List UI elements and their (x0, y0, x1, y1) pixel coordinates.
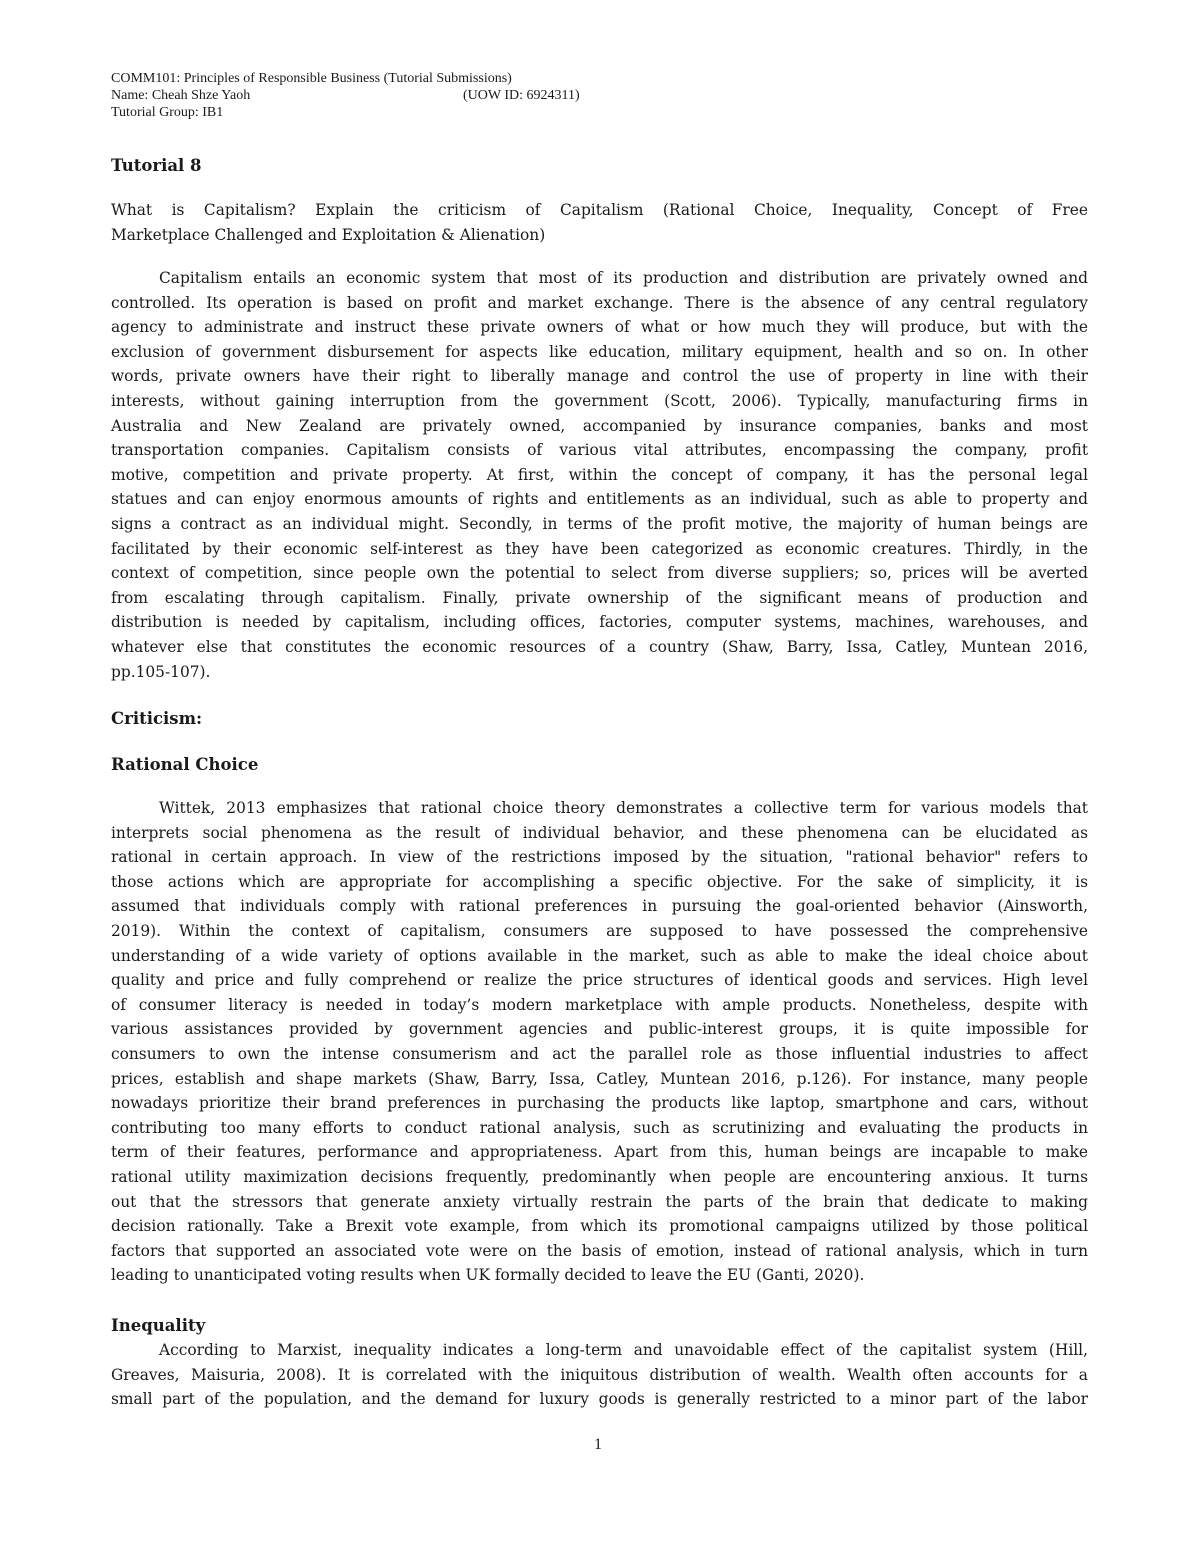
paragraph-line: transportation companies. Capitalism consists of various vital attributes, encompassing the company, profit (111, 441, 1088, 460)
paragraph-line: motive, competition and private property. At first, within the concept of company, it has the personal legal (111, 465, 1088, 484)
paragraph-line: distribution is needed by capitalism, including offices, factories, computer systems, machines, warehouses, and (111, 613, 1088, 632)
paragraph-line: nowadays prioritize their brand preferences in purchasing the products like laptop, smartphone and cars, without (111, 1094, 1088, 1113)
paragraph-line: rational utility maximization decisions frequently, predominantly when people are encountering anxious. It turns (111, 1167, 1088, 1186)
paragraph-line: whatever else that constitutes the economic resources of a country (Shaw, Barry, Issa, Catley, Muntean 2016, (111, 637, 1088, 656)
page-number: 1 (594, 1436, 602, 1453)
paragraph-line: According to Marxist, inequality indicates a long-term and unavoidable effect of the capitalist system (Hill, (159, 1341, 1088, 1359)
paragraph-line: understanding of a wide variety of options available in the market, such as able to make the ideal choice about (111, 946, 1088, 965)
paragraph-line: small part of the population, and the demand for luxury goods is generally restricted to a minor part of the labor (111, 1390, 1088, 1409)
paragraph-line: Capitalism entails an economic system that most of its production and distribution are privately owned and (159, 269, 1088, 287)
paragraph-line: context of competition, since people own the potential to select from diverse suppliers; so, prices will be averted (111, 564, 1088, 583)
inequality-heading: Inequality (111, 1316, 206, 1335)
paragraph-line: 2019). Within the context of capitalism, consumers are supposed to have possessed the comprehensive (111, 921, 1088, 940)
tutorial-group-line: Tutorial Group: IB1 (111, 105, 224, 120)
student-name: Name: Cheah Shze Yaoh (111, 88, 251, 103)
paragraph-line: those actions which are appropriate for accomplishing a specific objective. For the sake of simplicity, it is (111, 872, 1088, 891)
paragraph-line: interprets social phenomena as the result of individual behavior, and these phenomena can be elucidated as (111, 823, 1088, 842)
paragraph-line: contributing too many efforts to conduct rational analysis, such as scrutinizing and evaluating the products in (111, 1118, 1088, 1137)
paragraph-line: Greaves, Maisuria, 2008). It is correlated with the iniquitous distribution of wealth. Wealth often accounts for a (111, 1365, 1088, 1384)
paragraph-line: term of their features, performance and appropriateness. Apart from this, human beings are incapable to make (111, 1143, 1088, 1162)
paragraph-line: signs a contract as an individual might. Secondly, in terms of the profit motive, the majority of human beings are (111, 514, 1088, 533)
student-name-line (111, 87, 580, 104)
paragraph-line: out that the stressors that generate anxiety virtually restrain the parts of the brain that dedicate to making (111, 1192, 1088, 1211)
paragraph-line: interests, without gaining interruption from the government (Scott, 2006). Typically, manufacturing firms in (111, 391, 1088, 410)
paragraph-line: decision rationally. Take a Brexit vote example, from which its promotional campaigns utilized by those political (111, 1217, 1088, 1236)
paragraph-line: quality and price and fully comprehend or realize the price structures of identical goods and services. High level (111, 971, 1088, 990)
paragraph-line: Wittek, 2013 emphasizes that rational choice theory demonstrates a collective term for various models that (159, 799, 1088, 817)
paragraph-line: controlled. Its operation is based on profit and market exchange. There is the absence of any central regulatory (111, 293, 1088, 312)
paragraph-line: words, private owners have their right to liberally manage and control the use of property in line with their (111, 367, 1088, 386)
question-text (111, 198, 1088, 247)
uow-id: (UOW ID: 6924311) (463, 88, 580, 103)
paragraph-line: consumers to own the intense consumerism and act the parallel role as those influential industries to affect (111, 1044, 1088, 1063)
paragraph-line: of consumer literacy is needed in today’s modern marketplace with ample products. Nonetheless, despite with (111, 995, 1088, 1014)
paragraph-line: Australia and New Zealand are privately owned, accompanied by insurance companies, banks and most (111, 416, 1088, 435)
inequality-paragraph (111, 1338, 1088, 1412)
paragraph-line: prices, establish and shape markets (Shaw, Barry, Issa, Catley, Muntean 2016, p.126). For instance, many people (111, 1069, 1088, 1088)
paragraph-line: assumed that individuals comply with rational preferences in pursuing the goal-oriented behavior (Ainsworth, (111, 897, 1088, 916)
paragraph-line: leading to unanticipated voting results when UK formally decided to leave the EU (Ganti, 2020). (111, 1266, 865, 1285)
criticism-heading: Criticism: (111, 709, 203, 728)
paragraph-line: agency to administrate and instruct these private owners of what or how much they will produce, but with the (111, 318, 1088, 337)
document-header (111, 70, 580, 121)
paragraph-line: factors that supported an associated vote were on the basis of emotion, instead of rational analysis, which in turn (111, 1241, 1088, 1260)
paragraph-line: What is Capitalism? Explain the criticism of Capitalism (Rational Choice, Inequality, Concept of Free (111, 201, 1088, 219)
rational-choice-paragraph (111, 796, 1088, 1288)
paragraph-line: rational in certain approach. In view of the restrictions imposed by the situation, "rational behavior" refers to (111, 848, 1088, 867)
paragraph-line: Marketplace Challenged and Exploitation & Alienation) (111, 225, 546, 244)
paragraph-line: pp.105-107). (111, 662, 211, 681)
paragraph-line: exclusion of government disbursement for aspects like education, military equipment, health and so on. In other (111, 342, 1088, 361)
rational-choice-heading: Rational Choice (111, 755, 259, 774)
page-title: Tutorial 8 (111, 156, 202, 175)
intro-paragraph (111, 266, 1088, 684)
paragraph-line: various assistances provided by government agencies and public-interest groups, it is quite impossible for (111, 1020, 1088, 1039)
paragraph-line: from escalating through capitalism. Finally, private ownership of the significant means of production and (111, 588, 1088, 607)
paragraph-line: statues and can enjoy enormous amounts of rights and entitlements as an individual, such as able to property and (111, 490, 1088, 509)
course-line: COMM101: Principles of Responsible Business (Tutorial Submissions) (111, 71, 512, 86)
paragraph-line: facilitated by their economic self-interest as they have been categorized as economic creatures. Thirdly, in the (111, 539, 1088, 558)
